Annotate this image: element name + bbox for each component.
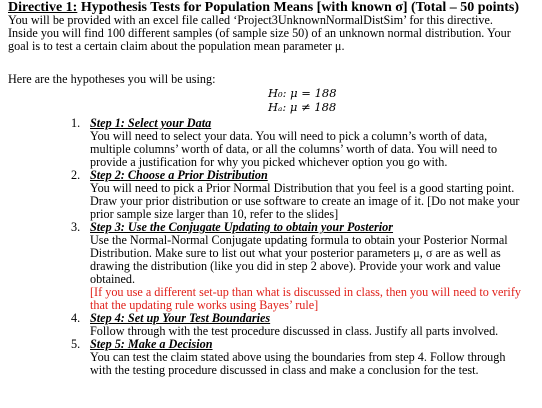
directive-label: Directive 1: bbox=[8, 0, 78, 15]
step-number: 3. bbox=[71, 220, 81, 234]
steps-list bbox=[0, 117, 542, 377]
step-heading: Step 2: Choose a Prior Distribution bbox=[90, 168, 268, 182]
alternative-hypothesis: Hₐ: μ ≠ 188 bbox=[268, 100, 337, 114]
step-number: 1. bbox=[71, 116, 81, 130]
step-item-2 bbox=[0, 169, 542, 221]
step-number: 4. bbox=[71, 311, 81, 325]
step-body: You will need to select your data. You will need to pick a column’s worth of data, multiple columns’ worth of data, or all the columns’ worth of data. You will need to provide a justification for why you picked whichever option you go with. bbox=[90, 129, 498, 169]
step-body: You can test the claim stated above using the boundaries from step 4. Follow through with the testing procedure discussed in class and make a conclusion for the test. bbox=[90, 350, 506, 377]
step-body: You will need to pick a Prior Normal Distribution that you feel is a good starting point. Draw your prior distribution or use software to create an image of it. [Do not make your prior sample size larger than 10, refer to the slides] bbox=[90, 181, 520, 221]
step-item-5 bbox=[0, 338, 542, 377]
step-body: Follow through with the test procedure discussed in class. Justify all parts involved. bbox=[90, 324, 499, 338]
step-item-3 bbox=[0, 221, 542, 312]
step-item-4 bbox=[0, 312, 542, 338]
step-heading: Step 4: Set up Your Test Boundaries bbox=[90, 311, 271, 325]
step-heading: Step 3: Use the Conjugate Updating to obtain your Posterior bbox=[90, 220, 394, 234]
intro-paragraph: You will be provided with an excel file called ‘Project3UnknownNormalDistSim’ for this directive. Inside you will find 100 different samples (of sample size 50) of an unknown normal distribution. Your goal is to test a certain claim about the population mean parameter μ. bbox=[8, 13, 511, 53]
hypotheses-intro: Here are the hypotheses you will be using: bbox=[8, 72, 216, 86]
step-body: Use the Normal-Normal Conjugate updating formula to obtain your Posterior Normal Distribution. Make sure to list out what your posterior parameters μ, σ are as well as drawing the distribution (like you did in step 2 above). Provide your work and value obtained. bbox=[90, 233, 508, 286]
step-heading: Step 5: Make a Decision bbox=[90, 337, 213, 351]
directive-heading: Hypothesis Tests for Population Means [with known σ] (Total – 50 points) bbox=[77, 0, 520, 15]
step-number: 2. bbox=[71, 168, 81, 182]
step-number: 5. bbox=[71, 337, 81, 351]
step-note: [If you use a different set-up than what is discussed in class, then you will need to verify that the updating rule works using Bayes’ rule] bbox=[90, 285, 521, 312]
step-heading: Step 1: Select your Data bbox=[90, 116, 212, 130]
null-hypothesis: H₀: μ = 188 bbox=[268, 86, 337, 100]
step-item-1 bbox=[0, 117, 542, 169]
